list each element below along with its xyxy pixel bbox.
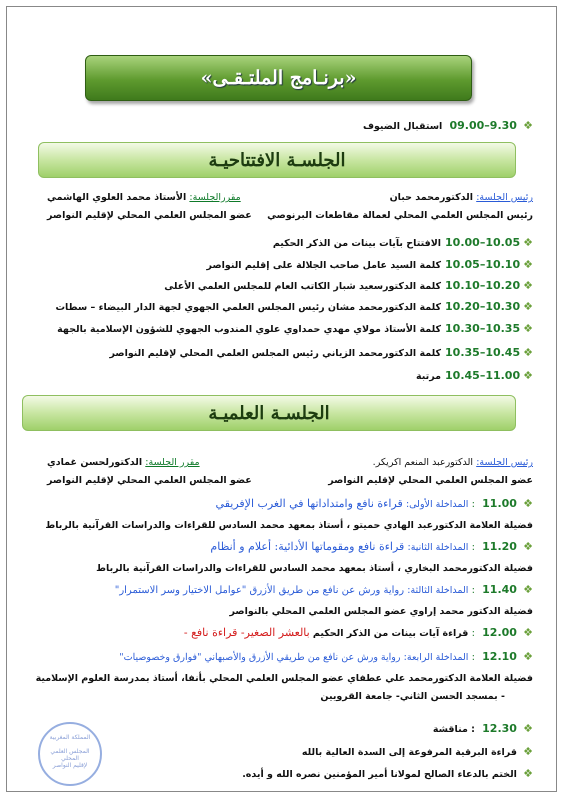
discussion-text: : مناقشة: [432, 724, 475, 735]
quran-recitation: [184, 626, 533, 641]
program-title-banner: [85, 55, 472, 101]
item-time: 10.10–10.20: [445, 279, 521, 292]
talk-title: قراءة نافع ومقوماتها الأدائية: أعلام و أنظام: [210, 540, 405, 553]
item-text: مرتبة: [416, 371, 442, 382]
quran-extra: بالعشر الصغير- قراءة نافع -: [183, 626, 310, 639]
reception-time: 09.00–9.30: [449, 119, 517, 132]
talk-label: المداخلة الأولى:: [405, 499, 469, 510]
bullet-icon: ❖: [523, 745, 533, 758]
rapporteur-name: الدكتورلحسن غمادي: [47, 457, 143, 468]
item-text: كلمة الدكتورمحمد الزياني رئيس المجلس العلمي المحلي لإقليم النواصر: [109, 348, 442, 359]
discussion-time: 12.30: [482, 722, 517, 735]
chair-role: رئيس المجلس العلمي المحلي لعمالة مقاطعات البرنوصي: [267, 210, 533, 221]
item-text: كلمة الأستاذ مولاي مهدي حمداوي علوي المندوب الجهوي للشؤون الإسلامية بالجهة: [57, 324, 442, 335]
chair-label: رئيس الجلسة:: [476, 192, 533, 203]
bullet-icon: ❖: [523, 583, 533, 596]
chair-name: الدكتورعبد المنعم اكريكر.: [372, 457, 473, 468]
bullet-icon: ❖: [523, 236, 533, 249]
talk-speaker: فضيلة العلامة الدكتورعبد الهادي حميتو ، أستاذ بمعهد محمد السادس للقراءات والدراسات القرآنية بالرباط: [45, 520, 533, 531]
bullet-icon: ❖: [523, 300, 533, 313]
item-time: 10.35–10.45: [445, 346, 521, 359]
closing-line: [242, 767, 533, 782]
opening-item: [273, 236, 533, 251]
seal-text: المملكة المغربية: [49, 734, 91, 741]
talk-4: [119, 650, 533, 665]
reception-line: [363, 119, 533, 134]
talk-speaker-2: - بمسجد الحسن الثاني- جامعة القرويين: [320, 691, 505, 702]
talk-1-speaker: [45, 519, 533, 533]
closing-line: [302, 745, 533, 760]
item-text: كلمة السيد عامل صاحب الجلالة على إقليم النواصر: [206, 260, 442, 271]
quran-text: قراءة آيات بينات من الذكر الحكيم: [312, 628, 469, 639]
talk-time: 11.20: [482, 540, 517, 553]
seal-text: المجلس العلمي المحلي: [50, 748, 90, 762]
bullet-icon: ❖: [523, 540, 533, 553]
opening-chair-role: [267, 209, 533, 223]
item-time: 10.00–10.05: [445, 236, 521, 249]
discussion-line: [433, 722, 533, 737]
quran-time: 12.00: [482, 626, 517, 639]
rapporteur-role: عضو المجلس العلمي المحلي لإقليم النواصر: [47, 210, 252, 221]
seal-text: لإقليم النواصر: [52, 762, 88, 769]
bullet-icon: ❖: [523, 767, 533, 780]
item-time: 10.05–10.10: [445, 258, 521, 271]
separator: :: [471, 499, 475, 510]
item-time: 10.30–10.35: [445, 322, 521, 335]
talk-time: 12.10: [482, 650, 517, 663]
chair-label: رئيس الجلسة:: [476, 457, 533, 468]
talk-time: 11.40: [482, 583, 517, 596]
talk-label: المداخلة الرابعة:: [403, 652, 469, 663]
talk-4-speaker-2: [320, 690, 505, 704]
bullet-icon: ❖: [523, 369, 533, 382]
closing-text: قراءة البرقية المرفوعة إلى السدة العالية بالله: [301, 747, 517, 758]
talk-title: رواية ورش عن نافع من طريقي الأزرق والأصبهاني "فوارق وخصوصيات": [119, 652, 401, 663]
item-text: كلمة الدكتورمحمد مشان رئيس المجلس العلمي الجهوي لجهة الدار البيضاء – سطات: [55, 302, 442, 313]
bullet-icon: ❖: [523, 497, 533, 510]
bullet-icon: ❖: [523, 650, 533, 663]
opening-item: [110, 346, 534, 361]
talk-3: [115, 583, 533, 598]
talk-3-speaker: [230, 605, 533, 619]
separator: :: [471, 628, 475, 639]
official-seal-stamp: [38, 722, 102, 786]
item-time: 10.45–11.00: [445, 369, 521, 382]
separator: :: [471, 542, 475, 553]
closing-text: الختم بالدعاء الصالح لمولانا أمير المؤمنين نصره الله و أيده.: [242, 769, 517, 780]
talk-2-speaker: [96, 562, 533, 576]
rapporteur-name: الأستاذ محمد العلوي الهاشمي: [47, 192, 187, 203]
opening-item: [164, 279, 533, 294]
item-text: الافتتاح بآيات بينات من الذكر الحكيم: [272, 238, 442, 249]
scientific-session-bar: [22, 395, 516, 431]
bullet-icon: ❖: [523, 346, 533, 359]
talk-4-speaker: [36, 672, 533, 686]
bullet-icon: ❖: [523, 279, 533, 292]
talk-time: 11.00: [482, 497, 517, 510]
opening-item: [416, 369, 533, 384]
scientific-session-heading: الجلسـة العلميـة: [208, 402, 330, 424]
rapporteur-label: مقرر الجلسة:: [145, 457, 200, 468]
rapporteur-label: مقررالجلسة:: [189, 192, 241, 203]
talk-title: رواية ورش عن نافع من طريق الأزرق "عوامل الاختيار وسر الاستمرار": [114, 585, 405, 596]
opening-session-bar: [38, 142, 516, 178]
opening-session-heading: الجلسـة الافتتاحيـة: [208, 149, 346, 171]
talk-label: المداخلة الثانية:: [407, 542, 469, 553]
opening-item: [56, 300, 533, 315]
talk-speaker: فضيلة الدكتور محمد إراوي عضو المجلس العلمي المحلي بالنواصر: [229, 606, 533, 617]
bullet-icon: ❖: [523, 722, 533, 735]
item-time: 10.20–10.30: [445, 300, 521, 313]
opening-item: [57, 322, 533, 337]
scientific-rapporteur: [47, 456, 200, 470]
opening-rapporteur: [47, 191, 241, 205]
talk-speaker: فضيلة العلامة الدكتورمحمد علي عطفاي عضو المجلس العلمي المحلي بأنفا، أستاذ بمدرسة العلوم الإسلامية: [35, 673, 533, 684]
chair-role: عضو المجلس العلمي المحلي لإقليم النواصر: [328, 475, 533, 486]
chair-name: الدكتورمحمد حبان: [389, 192, 473, 203]
talk-1: [216, 497, 533, 512]
talk-title: قراءة نافع وامتداداتها في الغرب الإفريقي: [215, 497, 403, 510]
talk-speaker: فضيلة الدكتورمحمد البخاري ، أستاذ بمعهد محمد السادس للقراءات والدراسات القرآنية بالرباط: [96, 563, 533, 574]
talk-2: [210, 540, 533, 555]
talk-label: المداخلة الثالثة:: [407, 585, 469, 596]
bullet-icon: ❖: [523, 322, 533, 335]
scientific-chair-role: [328, 474, 533, 488]
bullet-icon: ❖: [523, 258, 533, 271]
bullet-icon: ❖: [523, 119, 533, 132]
rapporteur-role: عضو المجلس العلمي المحلي لإقليم النواصر: [47, 475, 252, 486]
bullet-icon: ❖: [523, 626, 533, 639]
opening-item: [207, 258, 533, 273]
scientific-chair: [373, 456, 533, 470]
separator: :: [471, 585, 475, 596]
program-title: «برنـامج الملتـقـى»: [200, 67, 357, 89]
reception-text: استقبال الضيوف: [362, 121, 443, 132]
separator: :: [471, 652, 475, 663]
opening-chair: [390, 191, 533, 205]
opening-rapporteur-role: [47, 209, 252, 223]
scientific-rapporteur-role: [47, 474, 252, 488]
item-text: كلمة الدكتورسعيد شبار الكاتب العام للمجلس العلمي الأعلى: [164, 281, 442, 292]
